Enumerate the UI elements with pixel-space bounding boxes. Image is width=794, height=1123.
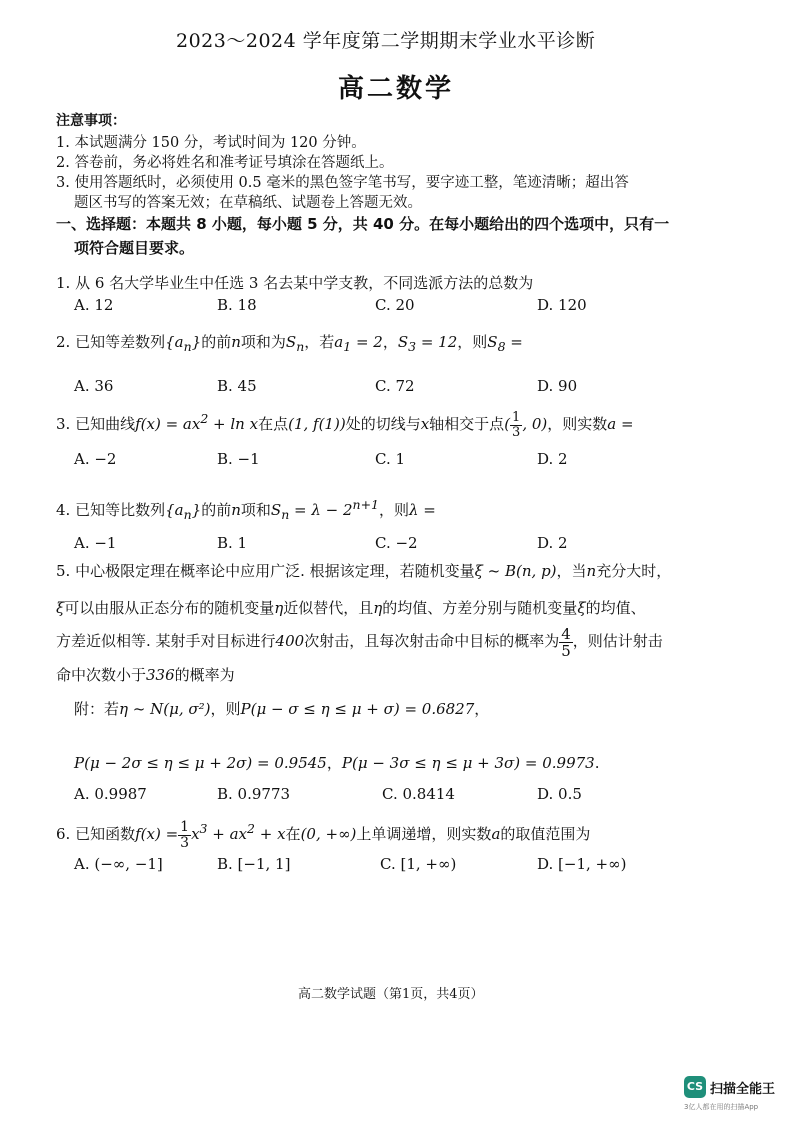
q5-text: ，当 [556, 562, 587, 580]
question-3-option-d: D. 2 [537, 450, 568, 468]
notice-item: 3. 使用答题纸时，必须使用 0.5 毫米的黑色签字笔书写，要字迹工整，笔迹清晰；超出答 [56, 175, 629, 191]
q2-a1-val: = 2 [351, 333, 383, 351]
q5-text: ， [474, 700, 490, 718]
q5-text: ，则 [210, 700, 241, 718]
exam-title: 2023～2024 学年度第二学期期末学业水平诊断 [176, 30, 596, 52]
q3-text: 在点 [258, 415, 289, 433]
question-5-appendix [74, 698, 489, 719]
q3-text: ，则实数 [547, 415, 608, 433]
q2-seq: {a [165, 333, 184, 351]
q4-text: ，则 [379, 501, 410, 519]
q5-shots: 400 [275, 632, 305, 650]
q5-prob-1: P(μ − σ ≤ η ≤ μ + σ) = 0.6827 [240, 700, 475, 718]
q4-text: 项和 [240, 501, 271, 519]
q4-seq-end: } [191, 501, 202, 519]
q5-text: 可以由服从正态分布的随机变量 [64, 599, 275, 617]
scanner-name: 扫描全能王 [710, 1081, 776, 1097]
q3-point2-open: ( [504, 415, 511, 433]
q3-sup: 2 [200, 411, 209, 426]
question-1-option-a: A. 12 [74, 296, 114, 314]
q3-func: f(x) = ax [135, 415, 201, 433]
q3-x: x [420, 415, 430, 433]
q3-text: 处的切线与 [345, 415, 421, 433]
question-5-option-c: C. 0.8414 [382, 785, 455, 803]
q6-text: 在 [285, 825, 301, 843]
q2-s8-sub: 8 [497, 339, 506, 354]
question-2-option-c: C. 72 [375, 377, 415, 395]
scanner-watermark [684, 1076, 775, 1098]
q5-prob-3: P(μ − 3σ ≤ η ≤ μ + 3σ) = 0.9973 [341, 754, 595, 772]
q3-eq: = [616, 415, 634, 433]
q4-seq: {a [165, 501, 184, 519]
question-2-stem [56, 331, 523, 354]
section-heading: 一、选择题：本题共 8 小题，每小题 5 分，共 40 分。在每小题给出的四个选项中，只有一 [56, 215, 670, 233]
q5-text: 命中次数小于 [56, 666, 147, 684]
question-3-option-b: B. −1 [217, 450, 260, 468]
section-heading-cont: 项符合题目要求。 [74, 239, 195, 257]
q2-seq-end: } [191, 333, 202, 351]
q4-expr: = λ − 2 [289, 501, 353, 519]
question-6-option-b: B. [−1, 1] [217, 855, 291, 873]
q6-func-3: + ax [207, 825, 248, 843]
q5-count: 336 [146, 666, 175, 684]
q5-eta: η [373, 599, 383, 617]
page-footer: 高二数学试题（第1页，共4页） [298, 987, 484, 1002]
q3-text: 3. 已知曲线 [56, 415, 136, 433]
q3-a: a [607, 415, 617, 433]
q5-frac-num: 4 [561, 624, 571, 643]
question-2-option-d: D. 90 [537, 377, 578, 395]
q3-fraction [510, 411, 522, 440]
q5-text: ， [326, 754, 342, 772]
q5-eta: η [274, 599, 284, 617]
question-5-option-a: A. 0.9987 [74, 785, 147, 803]
question-1-option-d: D. 120 [537, 296, 587, 314]
q5-xi: ξ [577, 599, 586, 617]
q5-normal: η ~ N(μ, σ²) [119, 700, 211, 718]
question-5-line-4 [56, 664, 235, 685]
question-4-option-a: A. −1 [74, 534, 117, 552]
question-5-option-d: D. 0.5 [537, 785, 582, 803]
q5-fraction [559, 626, 573, 659]
q5-text: 的均值、方差分别与随机变量 [382, 599, 578, 617]
q6-func-2: x [191, 825, 200, 843]
q2-text: ，若 [304, 333, 335, 351]
scanner-logo-icon: CS [684, 1076, 706, 1098]
question-2-option-a: A. 36 [74, 377, 114, 395]
q4-seq-sub: n [183, 507, 192, 522]
question-3-option-a: A. −2 [74, 450, 117, 468]
q5-text: 次射击，且每次射击命中目标的概率为 [304, 632, 560, 650]
q5-dist: ξ ~ B(n, p) [474, 562, 557, 580]
q3-text: 轴相交于点 [429, 415, 505, 433]
q6-fraction [178, 820, 191, 851]
q4-text: 的前 [201, 501, 232, 519]
q2-text: 的前 [201, 333, 232, 351]
q2-s3-val: = 12 [416, 333, 458, 351]
q5-n: n [586, 562, 597, 580]
q5-text: 的概率为 [174, 666, 235, 684]
q2-text: ，则 [457, 333, 488, 351]
q5-text: . [594, 754, 600, 772]
q5-text: 方差近似相等. 某射手对目标进行 [56, 632, 276, 650]
question-5-option-b: B. 0.9773 [217, 785, 291, 803]
q3-frac-num: 1 [512, 409, 521, 425]
question-5-line-1 [56, 560, 671, 581]
q2-text: 项和为 [240, 333, 286, 351]
exam-subject: 高二数学 [338, 74, 455, 104]
q6-sup-1: 3 [199, 821, 208, 836]
question-2-option-b: B. 45 [217, 377, 257, 395]
q6-text: 6. 已知函数 [56, 825, 136, 843]
q2-s3: S [397, 333, 409, 351]
question-6-option-c: C. [1, +∞) [380, 855, 457, 873]
q5-text: 充分大时， [596, 562, 672, 580]
q2-s: S [285, 333, 297, 351]
q6-a: a [491, 825, 501, 843]
question-6-option-d: D. [−1, +∞) [537, 855, 627, 873]
q6-frac-den: 3 [180, 834, 190, 851]
q6-frac-num: 1 [180, 818, 190, 835]
q2-a1: a [334, 333, 344, 351]
q6-func-4: + x [254, 825, 286, 843]
q4-ask: λ = [409, 501, 436, 519]
q4-s-sub: n [281, 507, 290, 522]
q3-frac-den: 3 [512, 424, 521, 440]
q5-text: 近似替代，且 [283, 599, 374, 617]
question-1-stem: 1. 从 6 名大学毕业生中任选 3 名去某中学支教，不同选派方法的总数为 [56, 274, 534, 292]
q6-text: 上单调递增，则实数 [356, 825, 492, 843]
question-3-option-c: C. 1 [375, 450, 406, 468]
q3-point2-close: , 0) [522, 415, 548, 433]
question-4-option-b: B. 1 [217, 534, 248, 552]
question-6-stem [56, 812, 590, 851]
q2-text: 2. 已知等差数列 [56, 333, 166, 351]
q4-text: 4. 已知等比数列 [56, 501, 166, 519]
q5-xi: ξ [56, 599, 65, 617]
question-3-stem [56, 404, 634, 440]
question-5-line-3 [56, 624, 663, 659]
question-4-stem [56, 497, 436, 522]
scanner-tagline: 3亿人都在用的扫描App [684, 1103, 759, 1111]
q5-frac-den: 5 [561, 641, 571, 660]
q3-func-2: + ln x [208, 415, 259, 433]
q5-text: ，则估计射击 [572, 632, 663, 650]
q3-point: (1, f(1)) [288, 415, 346, 433]
q5-text: 5. 中心极限定理在概率论中应用广泛. 根据该定理，若随机变量 [56, 562, 475, 580]
question-4-option-d: D. 2 [537, 534, 568, 552]
notice-item: 1. 本试题满分 150 分，考试时间为 120 分钟。 [56, 135, 366, 151]
q6-text: 的取值范围为 [500, 825, 591, 843]
q5-text: 附：若 [74, 700, 120, 718]
question-4-option-c: C. −2 [375, 534, 418, 552]
q6-interval: (0, +∞) [300, 825, 357, 843]
notice-item: 题区书写的答案无效；在草稿纸、试题卷上答题无效。 [74, 195, 422, 211]
q4-n: n [231, 501, 241, 519]
q2-a1-sub: 1 [343, 339, 352, 354]
q5-prob-2: P(μ − 2σ ≤ η ≤ μ + 2σ) = 0.9545 [74, 754, 327, 772]
question-1-option-c: C. 20 [375, 296, 415, 314]
q2-s3-sub: 3 [408, 339, 417, 354]
question-1-option-b: B. 18 [217, 296, 257, 314]
notice-item: 2. 答卷前，务必将姓名和准考证号填涂在答题纸上。 [56, 155, 394, 171]
q6-func: f(x) = [135, 825, 179, 843]
q5-text: 的均值、 [585, 599, 646, 617]
q4-expr-sup: n+1 [352, 497, 379, 512]
q2-seq-sub: n [183, 339, 192, 354]
notice-heading: 注意事项： [56, 113, 126, 129]
q2-s8: S [487, 333, 498, 351]
question-6-option-a: A. (−∞, −1] [74, 855, 163, 873]
q2-text: ， [382, 333, 398, 351]
q4-s: S [270, 501, 282, 519]
q2-s-sub: n [296, 339, 305, 354]
q6-sup-2: 2 [247, 821, 255, 836]
q2-s8-val: = [505, 333, 523, 351]
question-5-line-2 [56, 597, 646, 618]
q2-n: n [231, 333, 241, 351]
question-5-appendix-2 [74, 752, 600, 773]
